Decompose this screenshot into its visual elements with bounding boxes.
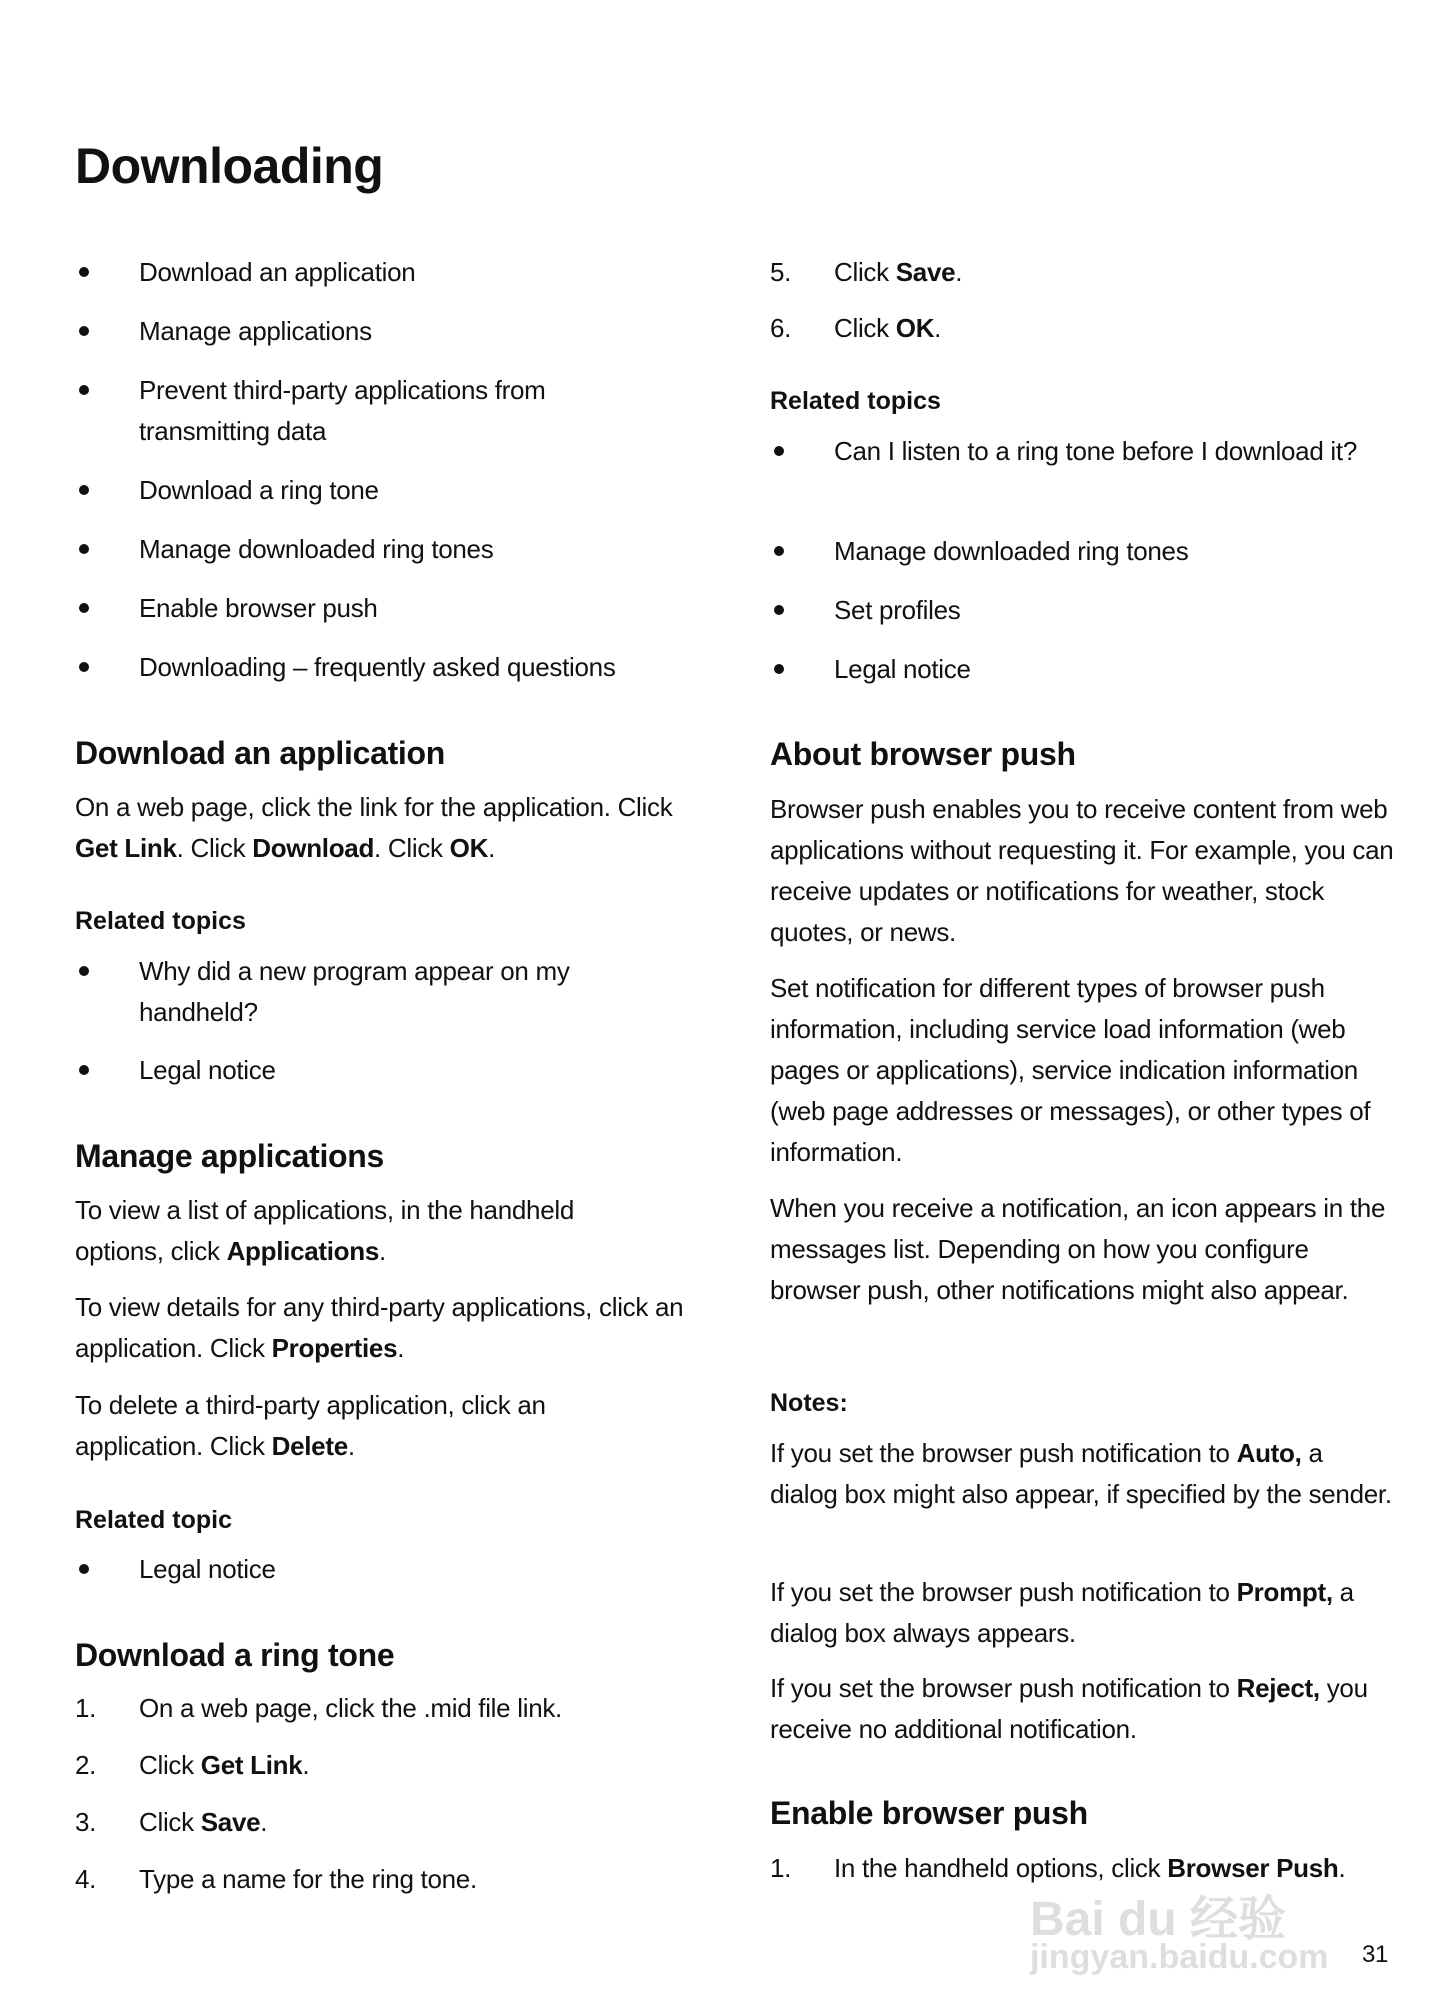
step-number: 4. — [75, 1864, 97, 1894]
paragraph — [75, 1190, 655, 1272]
ui-term: Reject, — [1236, 1673, 1320, 1703]
toc-item[interactable] — [75, 588, 749, 629]
ui-term: Save — [895, 257, 956, 287]
toc-label: Manage downloaded ring tones — [139, 534, 494, 564]
text: . Click — [176, 833, 253, 863]
step-number: 5. — [770, 257, 792, 287]
page-number: 31 — [1362, 1941, 1389, 1968]
step-text: Type a name for the ring tone. — [139, 1864, 477, 1894]
toc-item[interactable] — [75, 252, 749, 293]
section-heading: Manage applications — [75, 1138, 385, 1174]
text: If you set the browser push notification to — [770, 1577, 1237, 1607]
ui-term: Prompt, — [1236, 1577, 1333, 1607]
toc-label: Downloading – frequently asked questions — [139, 652, 616, 682]
bullet-icon — [79, 544, 89, 554]
related-link[interactable] — [770, 431, 1440, 472]
page-title: Downloading — [75, 138, 384, 194]
paragraph — [75, 1287, 685, 1369]
toc-item[interactable] — [75, 647, 759, 688]
step-number: 1. — [770, 1853, 792, 1883]
related-link[interactable] — [770, 649, 1440, 690]
step-number: 1. — [75, 1693, 97, 1723]
ui-term: Auto, — [1236, 1438, 1302, 1468]
toc-item[interactable] — [75, 529, 749, 570]
paragraph — [75, 787, 685, 869]
ui-term: Browser Push — [1167, 1853, 1339, 1883]
step-text: On a web page, click the .mid file link. — [139, 1693, 562, 1723]
bullet-icon — [79, 966, 89, 976]
ui-term: OK — [449, 833, 489, 863]
note — [770, 1433, 1395, 1515]
step — [75, 1688, 749, 1729]
bullet-icon — [79, 603, 89, 613]
step — [75, 1859, 749, 1900]
text: On a web page, click the link for the application. Click — [75, 792, 673, 822]
step — [770, 252, 1440, 293]
text: a dialog box always appears. — [770, 1577, 1354, 1648]
link-label: Legal notice — [139, 1554, 276, 1584]
link-label: Manage downloaded ring tones — [834, 536, 1189, 566]
text: To delete a third-party application, click an application. Click — [75, 1390, 546, 1461]
step-text: Click — [834, 313, 896, 343]
text: . Click — [374, 833, 450, 863]
toc-label: Enable browser push — [139, 593, 378, 623]
toc-label: Download a ring tone — [139, 475, 379, 505]
bullet-icon — [79, 326, 89, 336]
step-text: In the handheld options, click — [834, 1853, 1168, 1883]
text: If you set the browser push notification to — [770, 1438, 1237, 1468]
watermark-logo: Bai du 经验 — [1030, 1893, 1287, 1946]
related-link[interactable] — [770, 590, 1440, 631]
related-link[interactable] — [770, 531, 1440, 572]
toc-item[interactable] — [75, 311, 749, 352]
step-number: 2. — [75, 1750, 97, 1780]
paragraph — [75, 1385, 635, 1467]
note — [770, 1668, 1395, 1750]
paragraph: When you receive a notification, an icon appears in the messages list. Depending on how you configure browser push, other notifications might also appear. — [770, 1193, 1386, 1305]
related-topic-label: Related topic — [75, 1506, 232, 1534]
step-number: 6. — [770, 313, 792, 343]
related-link[interactable] — [75, 951, 639, 1033]
ui-term: Applications — [226, 1236, 379, 1266]
step-text: Click — [834, 257, 896, 287]
text: a dialog box might also appear, if specified by the sender. — [770, 1438, 1392, 1509]
ui-term: Properties — [271, 1333, 398, 1363]
bullet-icon — [79, 267, 89, 277]
step-text: Click — [139, 1807, 201, 1837]
link-label: Legal notice — [139, 1055, 276, 1085]
bullet-icon — [774, 605, 784, 615]
ui-term: Delete — [271, 1431, 348, 1461]
text: . — [379, 1236, 386, 1266]
text: you receive no additional notification. — [770, 1673, 1368, 1744]
watermark-url: jingyan.baidu.com — [1030, 1938, 1329, 1976]
related-link[interactable] — [75, 1549, 749, 1590]
step-number: 3. — [75, 1807, 97, 1837]
text: To view a list of applications, in the handheld options, click — [75, 1195, 574, 1266]
toc-item[interactable] — [75, 470, 749, 511]
text: . — [260, 1807, 268, 1837]
notes-label: Notes: — [770, 1389, 848, 1417]
text: If you set the browser push notification to — [770, 1673, 1237, 1703]
section-heading: Download an application — [75, 735, 446, 771]
section-heading: Enable browser push — [770, 1795, 1088, 1831]
bullet-icon — [774, 546, 784, 556]
bullet-icon — [774, 446, 784, 456]
section-heading: About browser push — [770, 736, 1076, 772]
related-link[interactable] — [75, 1050, 749, 1091]
ui-term: Get Link — [75, 833, 177, 863]
section-heading: Download a ring tone — [75, 1637, 395, 1673]
toc-label: Manage applications — [139, 316, 372, 346]
ui-term: OK — [895, 313, 935, 343]
ui-term: Get Link — [200, 1750, 303, 1780]
paragraph: Browser push enables you to receive content from web applications without requesting it. For example, you can receive updates or notifications for weather, stock quotes, or news. — [770, 794, 1394, 947]
bullet-icon — [774, 664, 784, 674]
toc-label: Download an application — [139, 257, 416, 287]
toc-item[interactable] — [75, 370, 679, 452]
text: . — [1338, 1853, 1346, 1883]
link-label: Legal notice — [834, 654, 971, 684]
text: To view details for any third-party applications, click an application. Click — [75, 1292, 684, 1363]
text: . — [397, 1333, 405, 1363]
bullet-icon — [79, 485, 89, 495]
bullet-icon — [79, 385, 89, 395]
toc-label: Prevent third-party applications from transmitting data — [139, 375, 546, 446]
text: . — [934, 313, 942, 343]
paragraph: Set notification for different types of browser push information, including service load information (web pages or applications), service indication information (web page addresses or messages), or other types of information. — [770, 973, 1371, 1167]
step-text: Click — [139, 1750, 201, 1780]
link-label: Why did a new program appear on my handheld? — [139, 956, 570, 1027]
link-label: Set profiles — [834, 595, 961, 625]
related-topics-label: Related topics — [770, 387, 941, 415]
text: . — [488, 833, 495, 863]
text: . — [955, 257, 963, 287]
bullet-icon — [79, 1564, 89, 1574]
text: . — [302, 1750, 310, 1780]
ui-term: Download — [252, 833, 375, 863]
ui-term: Save — [200, 1807, 261, 1837]
note — [770, 1572, 1395, 1654]
link-label: Can I listen to a ring tone before I download it? — [834, 436, 1357, 466]
text: . — [347, 1431, 355, 1461]
step — [75, 1802, 749, 1843]
related-topics-label: Related topics — [75, 907, 246, 935]
step — [770, 308, 1440, 349]
bullet-icon — [79, 662, 89, 672]
step — [75, 1745, 749, 1786]
bullet-icon — [79, 1065, 89, 1075]
